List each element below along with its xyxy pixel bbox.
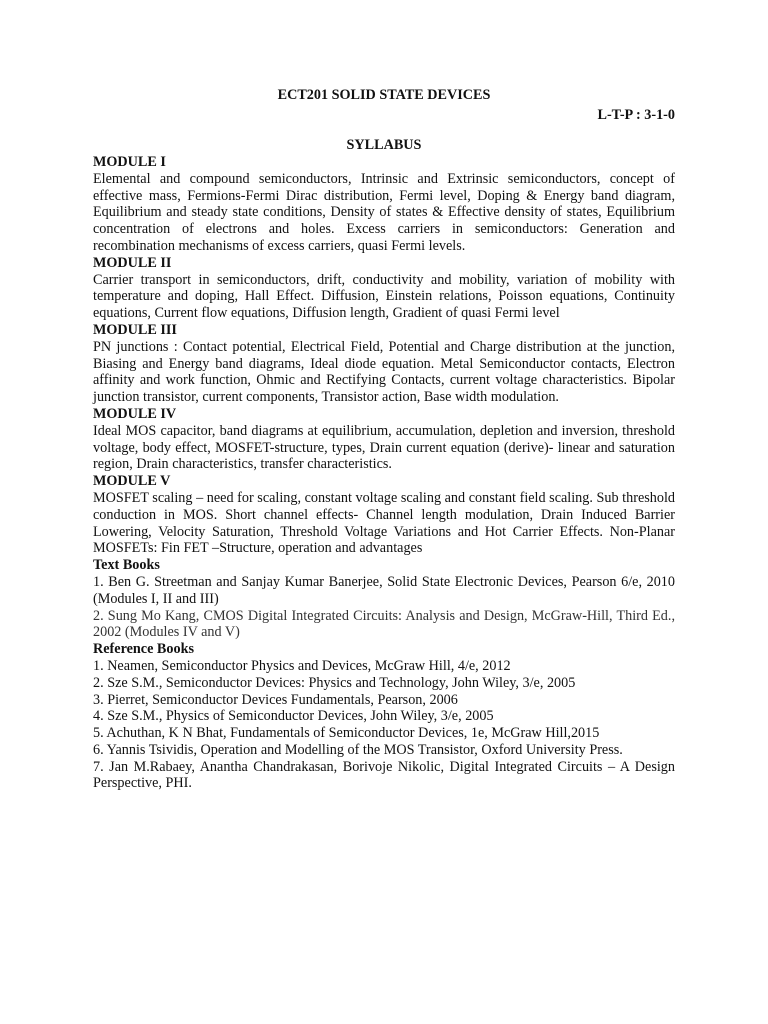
module-heading: MODULE V: [93, 473, 171, 490]
list-item: 6. Yannis Tsividis, Operation and Modelling of the MOS Transistor, Oxford University Press.: [93, 741, 623, 758]
course-title: ECT201 SOLID STATE DEVICES: [277, 87, 491, 103]
syllabus-heading: SYLLABUS: [346, 137, 422, 153]
list-item: 1. Neamen, Semiconductor Physics and Devices, McGraw Hill, 4/e, 2012: [93, 657, 511, 674]
module-1: [93, 154, 675, 255]
module-heading: MODULE I: [93, 154, 166, 170]
module-content: Ideal MOS capacitor, band diagrams at equilibrium, accumulation, depletion and inversion, threshold voltage, body effect, MOSFET-structure, types, Drain current equation (derive)- linear and saturation region, Drain characteristics, transfer characteristics.: [93, 422, 675, 473]
reference-books-list: [93, 658, 675, 792]
list-item: 1. Ben G. Streetman and Sanjay Kumar Banerjee, Solid State Electronic Devices, Pearson 6/e, 2010 (Modules I, II and III): [93, 573, 675, 607]
reference-books-section: [93, 641, 675, 792]
text-books-list: [93, 574, 675, 641]
module-content: Elemental and compound semiconductors, Intrinsic and Extrinsic semiconductors, concept of effective mass, Fermions-Fermi Dirac distribution, Fermi level, Doping & Energy band diagram, Equilibrium and steady state conditions, Density of states & Effective density of states, Equilibrium concentration of electrons and holes. Excess carriers in semiconductors: Generation and recombination mechanisms of excess carriers, quasi Fermi levels.: [93, 170, 675, 254]
ltp-credits: L-T-P : 3-1-0: [597, 107, 675, 123]
module-5: [93, 473, 675, 557]
text-books-heading: Text Books: [93, 557, 160, 574]
module-heading: MODULE IV: [93, 405, 177, 422]
module-heading: MODULE II: [93, 254, 172, 271]
module-4: [93, 406, 675, 473]
module-content: Carrier transport in semiconductors, drift, conductivity and mobility, variation of mobility with temperature and doping, Hall Effect. Diffusion, Einstein relations, Poisson equations, Continuity equations, Current flow equations, Diffusion length, Gradient of quasi Fermi level: [93, 271, 675, 322]
module-3: [93, 322, 675, 406]
list-item: 5. Achuthan, K N Bhat, Fundamentals of Semiconductor Devices, 1e, McGraw Hill,2015: [93, 725, 600, 742]
module-content: MOSFET scaling – need for scaling, constant voltage scaling and constant field scaling. Sub threshold conduction in MOS. Short channel effects- Channel length modulation, Drain Induced Barrier Lowering, Velocity Saturation, Threshold Voltage Variations and Hot Carrier Effects. Non-Planar MOSFETs: Fin FET –Structure, operation and advantages: [93, 489, 675, 557]
list-item: 2. Sung Mo Kang, CMOS Digital Integrated Circuits: Analysis and Design, McGraw-Hill, Third Ed., 2002 (Modules IV and V): [93, 607, 675, 641]
module-heading: MODULE III: [93, 321, 177, 338]
list-item: 3. Pierret, Semiconductor Devices Fundamentals, Pearson, 2006: [93, 691, 458, 708]
module-content: PN junctions : Contact potential, Electrical Field, Potential and Charge distribution at the junction, Biasing and Energy band diagrams, Ideal diode equation. Metal Semiconductor contacts, Electron affinity and work function, Ohmic and Rectifying Contacts, current voltage characteristics. Bipolar junction transistor, current components, Transistor action, Base width modulation.: [93, 338, 675, 406]
reference-books-heading: Reference Books: [93, 641, 194, 658]
syllabus-page: [93, 86, 675, 792]
list-item: 7. Jan M.Rabaey, Anantha Chandrakasan, Borivoje Nikolic, Digital Integrated Circuits – A Design Perspective, PHI.: [93, 758, 675, 792]
list-item: 4. Sze S.M., Physics of Semiconductor Devices, John Wiley, 3/e, 2005: [93, 708, 494, 725]
list-item: 2. Sze S.M., Semiconductor Devices: Physics and Technology, John Wiley, 3/e, 2005: [93, 674, 576, 691]
module-2: [93, 255, 675, 322]
text-books-section: [93, 557, 675, 641]
